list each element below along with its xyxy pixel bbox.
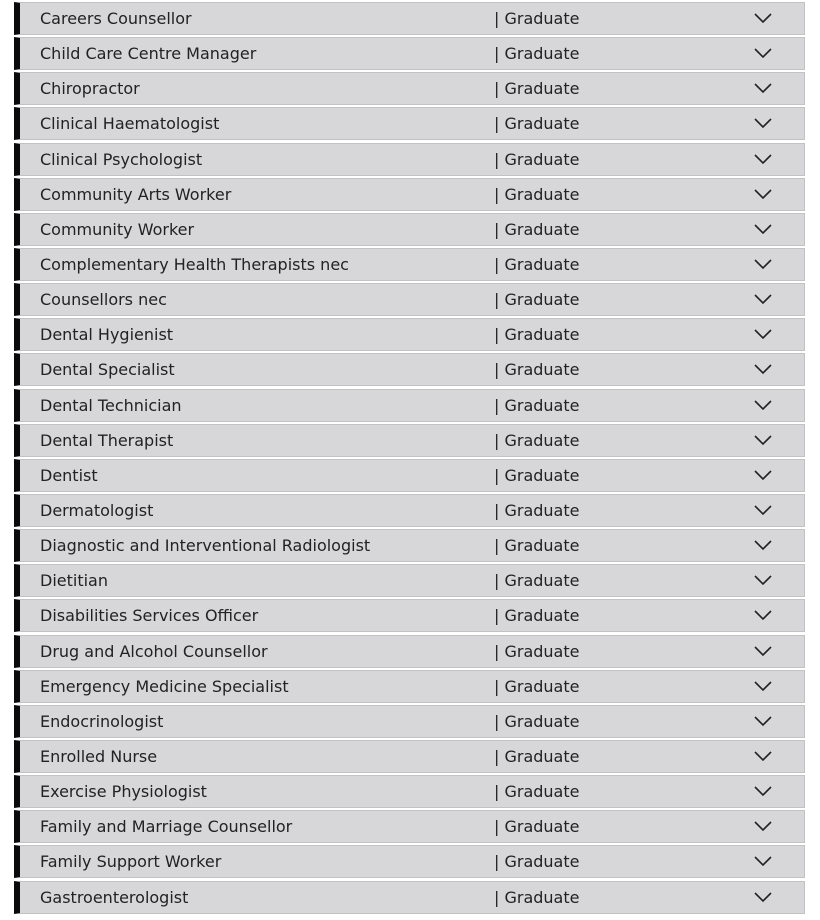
chevron-down-icon[interactable] xyxy=(754,469,772,481)
occupation-accordion-row[interactable] xyxy=(14,635,805,668)
chevron-down-icon[interactable] xyxy=(754,153,772,165)
occupation-title: Dentist xyxy=(40,465,98,485)
chevron-down-icon[interactable] xyxy=(754,820,772,832)
qualification-level: | Graduate xyxy=(494,676,580,696)
chevron-down-icon[interactable] xyxy=(754,399,772,411)
occupation-accordion-row[interactable] xyxy=(14,881,805,914)
chevron-down-icon[interactable] xyxy=(754,82,772,94)
chevron-down-icon[interactable] xyxy=(754,12,772,24)
qualification-level: | Graduate xyxy=(494,571,580,591)
qualification-level: | Graduate xyxy=(494,254,580,274)
chevron-down-icon[interactable] xyxy=(754,258,772,270)
occupation-accordion-row[interactable] xyxy=(14,529,805,562)
occupation-title: Clinical Psychologist xyxy=(40,149,203,169)
qualification-level: | Graduate xyxy=(494,500,580,520)
occupation-accordion-row[interactable] xyxy=(14,283,805,316)
occupation-title: Clinical Haematologist xyxy=(40,114,220,134)
occupation-title: Careers Counsellor xyxy=(40,9,192,28)
qualification-level: | Graduate xyxy=(494,430,580,450)
occupation-title: Complementary Health Therapists nec xyxy=(40,254,349,274)
occupation-accordion-row[interactable] xyxy=(14,353,805,386)
occupation-title: Family Support Worker xyxy=(40,852,222,872)
qualification-level: | Graduate xyxy=(494,290,580,310)
occupation-accordion-list xyxy=(14,2,805,916)
occupation-title: Exercise Physiologist xyxy=(40,782,207,802)
qualification-level: | Graduate xyxy=(494,44,580,64)
chevron-down-icon[interactable] xyxy=(754,609,772,621)
chevron-down-icon[interactable] xyxy=(754,363,772,375)
chevron-down-icon[interactable] xyxy=(754,504,772,516)
qualification-level: | Graduate xyxy=(494,711,580,731)
occupation-accordion-row[interactable] xyxy=(14,424,805,457)
occupation-accordion-row[interactable] xyxy=(14,143,805,176)
chevron-down-icon[interactable] xyxy=(754,117,772,129)
occupation-accordion-row[interactable] xyxy=(14,564,805,597)
occupation-title: Dental Specialist xyxy=(40,360,175,380)
occupation-title: Chiropractor xyxy=(40,79,140,99)
qualification-level: | Graduate xyxy=(494,782,580,802)
chevron-down-icon[interactable] xyxy=(754,891,772,903)
occupation-accordion-row[interactable] xyxy=(14,389,805,422)
chevron-down-icon[interactable] xyxy=(754,223,772,235)
occupation-title: Dietitian xyxy=(40,571,108,591)
chevron-down-icon[interactable] xyxy=(754,750,772,762)
occupation-title: Family and Marriage Counsellor xyxy=(40,817,293,837)
qualification-level: | Graduate xyxy=(494,184,580,204)
chevron-down-icon[interactable] xyxy=(754,715,772,727)
occupation-accordion-row[interactable] xyxy=(14,705,805,738)
chevron-down-icon[interactable] xyxy=(754,293,772,305)
occupation-title: Community Worker xyxy=(40,219,195,239)
occupation-title: Counsellors nec xyxy=(40,290,167,310)
occupation-accordion-row[interactable] xyxy=(14,178,805,211)
chevron-down-icon[interactable] xyxy=(754,574,772,586)
chevron-down-icon[interactable] xyxy=(754,188,772,200)
occupation-accordion-row[interactable] xyxy=(14,37,805,70)
occupation-accordion-row[interactable] xyxy=(14,213,805,246)
occupation-accordion-row[interactable] xyxy=(14,72,805,105)
qualification-level: | Graduate xyxy=(494,219,580,239)
qualification-level: | Graduate xyxy=(494,536,580,556)
qualification-level: | Graduate xyxy=(494,79,580,99)
occupation-accordion-row[interactable] xyxy=(14,494,805,527)
occupation-title: Diagnostic and Interventional Radiologist xyxy=(40,536,371,556)
qualification-level: | Graduate xyxy=(494,465,580,485)
occupation-title: Child Care Centre Manager xyxy=(40,44,257,64)
qualification-level: | Graduate xyxy=(494,360,580,380)
chevron-down-icon[interactable] xyxy=(754,680,772,692)
qualification-level: | Graduate xyxy=(494,606,580,626)
occupation-accordion-row[interactable] xyxy=(14,248,805,281)
occupation-accordion-row[interactable] xyxy=(14,107,805,140)
occupation-accordion-row[interactable] xyxy=(14,845,805,878)
qualification-level: | Graduate xyxy=(494,395,580,415)
occupation-title: Dental Hygienist xyxy=(40,325,174,345)
qualification-level: | Graduate xyxy=(494,114,580,134)
qualification-level: | Graduate xyxy=(494,746,580,766)
occupation-accordion-row[interactable] xyxy=(14,740,805,773)
chevron-down-icon[interactable] xyxy=(754,645,772,657)
chevron-down-icon[interactable] xyxy=(754,785,772,797)
occupation-accordion-row[interactable] xyxy=(14,318,805,351)
qualification-level: | Graduate xyxy=(494,641,580,661)
occupation-title: Enrolled Nurse xyxy=(40,746,158,766)
chevron-down-icon[interactable] xyxy=(754,328,772,340)
chevron-down-icon[interactable] xyxy=(754,434,772,446)
chevron-down-icon[interactable] xyxy=(754,47,772,59)
chevron-down-icon[interactable] xyxy=(754,539,772,551)
chevron-down-icon[interactable] xyxy=(754,855,772,867)
occupation-title: Drug and Alcohol Counsellor xyxy=(40,641,268,661)
occupation-title: Gastroenterologist xyxy=(40,887,189,907)
qualification-level: | Graduate xyxy=(494,149,580,169)
occupation-accordion-row[interactable] xyxy=(14,459,805,492)
qualification-level: | Graduate xyxy=(494,887,580,907)
qualification-level: | Graduate xyxy=(494,817,580,837)
occupation-title: Dermatologist xyxy=(40,500,154,520)
occupation-accordion-row[interactable] xyxy=(14,775,805,808)
occupation-title: Disabilities Services Officer xyxy=(40,606,259,626)
occupation-title: Dental Technician xyxy=(40,395,182,415)
occupation-title: Community Arts Worker xyxy=(40,184,232,204)
occupation-accordion-row[interactable] xyxy=(14,2,805,35)
occupation-accordion-row[interactable] xyxy=(14,670,805,703)
occupation-accordion-row[interactable] xyxy=(14,810,805,843)
occupation-accordion-row[interactable] xyxy=(14,599,805,632)
qualification-level: | Graduate xyxy=(494,852,580,872)
occupation-title: Endocrinologist xyxy=(40,711,164,731)
occupation-title: Dental Therapist xyxy=(40,430,174,450)
qualification-level: | Graduate xyxy=(494,325,580,345)
occupation-title: Emergency Medicine Specialist xyxy=(40,676,289,696)
qualification-level: | Graduate xyxy=(494,9,580,28)
